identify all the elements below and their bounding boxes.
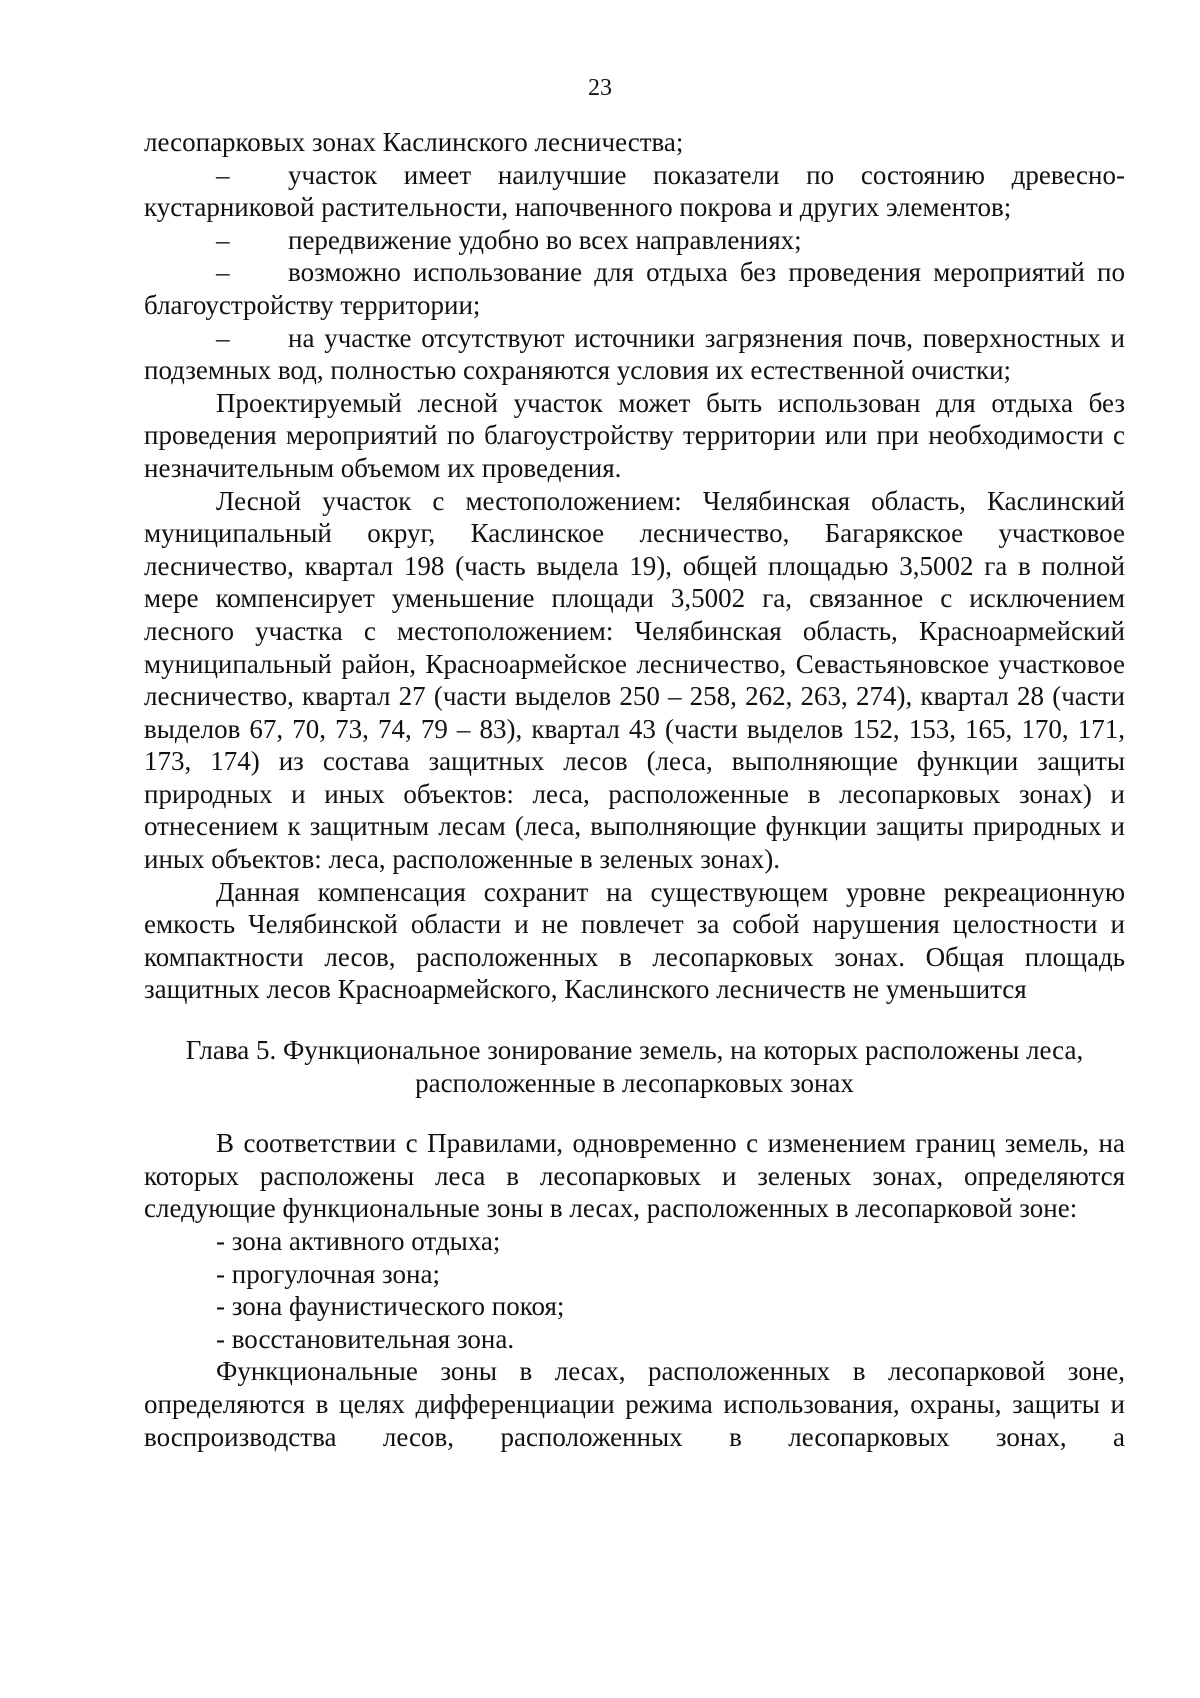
list-item: - зона активного отдыха; xyxy=(216,1226,501,1256)
bullet-item xyxy=(144,322,1125,387)
paragraph-continuation: лесопарковых зонах Каслинского лесничества; xyxy=(144,127,684,157)
paragraph: Лесной участок с местоположением: Челябинская область, Каслинский муниципальный округ, Каслинское лесничество, Багарякское участковое лесничество, квартал 198 (часть выдела 19), общей площадью 3,5002 га в полной мере компенсирует уменьшение площади 3,5002 га, связанное с исключением лесного участка с местоположением: Челябинская область, Красноармейский муниципальный район, Красноармейское лесничество, Севастьяновское участковое лесничество, квартал 27 (части выделов 250 – 258, 262, 263, 274), квартал 28 (части выделов 67, 70, 73, 74, 79 – 83), квартал 43 (части выделов 152, 153, 165, 170, 171, 173, 174) из состава защитных лесов (леса, выполняющие функции защиты природных и иных объектов: леса, расположенные в лесопарковых зонах) и отнесением к защитным лесам (леса, выполняющие функции защиты природных и иных объектов: леса, расположенные в зеленых зонах). xyxy=(144,485,1125,875)
paragraph: Функциональные зоны в лесах, расположенных в лесопарковой зоне, определяются в целях дифференциации режима использования, охраны, защиты и воспроизводства лесов, расположенных в лесопарковых зонах, а xyxy=(144,1356,1125,1452)
paragraph: В соответствии с Правилами, одновременно с изменением границ земель, на которых расположены леса в лесопарковых и зеленых зонах, определяются следующие функциональные зоны в лесах, расположенных в лесопарковой зоне: xyxy=(144,1128,1125,1224)
chapter-heading-line-2: расположенные в лесопарковых зонах xyxy=(415,1067,854,1098)
bullet-item xyxy=(144,256,1125,321)
bullet-text: участок имеет наилучшие показатели по состоянию древесно-кустарниковой растительности, напочвенного покрова и других элементов; xyxy=(144,159,1125,223)
dash-marker: – xyxy=(216,257,230,288)
paragraph: Проектируемый лесной участок может быть использован для отдыха без проведения мероприятий по благоустройству территории или при необходимости с незначительным объемом их проведения. xyxy=(144,387,1125,483)
dash-marker: – xyxy=(216,322,230,353)
paragraph: Данная компенсация сохранит на существующем уровне рекреационную емкость Челябинской области и не повлечет за собой нарушения целостности и компактности лесов, расположенных в лесопарковых зонах. Общая площадь защитных лесов Красноармейского, Каслинского лесничеств не уменьшится xyxy=(144,876,1125,1005)
bullet-text: возможно использование для отдыха без проведения мероприятий по благоустройству территории; xyxy=(144,257,1125,320)
list-item: - зона фаунистического покоя; xyxy=(216,1291,565,1322)
bullet-text: на участке отсутствуют источники загрязнения почв, поверхностных и подземных вод, полностью сохраняются условия их естественной очистки; xyxy=(144,322,1125,386)
dash-marker: – xyxy=(216,159,230,190)
chapter-heading-line-1: Глава 5. Функциональное зонирование земель, на которых расположены леса, xyxy=(185,1035,1084,1066)
bullet-item xyxy=(144,159,1125,224)
list-item: - восстановительная зона. xyxy=(216,1323,515,1354)
bullet-text: передвижение удобно во всех направлениях; xyxy=(288,224,802,255)
page-number: 23 xyxy=(588,75,612,101)
list-item: - прогулочная зона; xyxy=(216,1258,440,1289)
document-body xyxy=(144,126,1125,1453)
chapter-heading xyxy=(144,1034,1125,1099)
dash-marker: – xyxy=(216,224,230,255)
bullet-item xyxy=(144,224,1125,257)
